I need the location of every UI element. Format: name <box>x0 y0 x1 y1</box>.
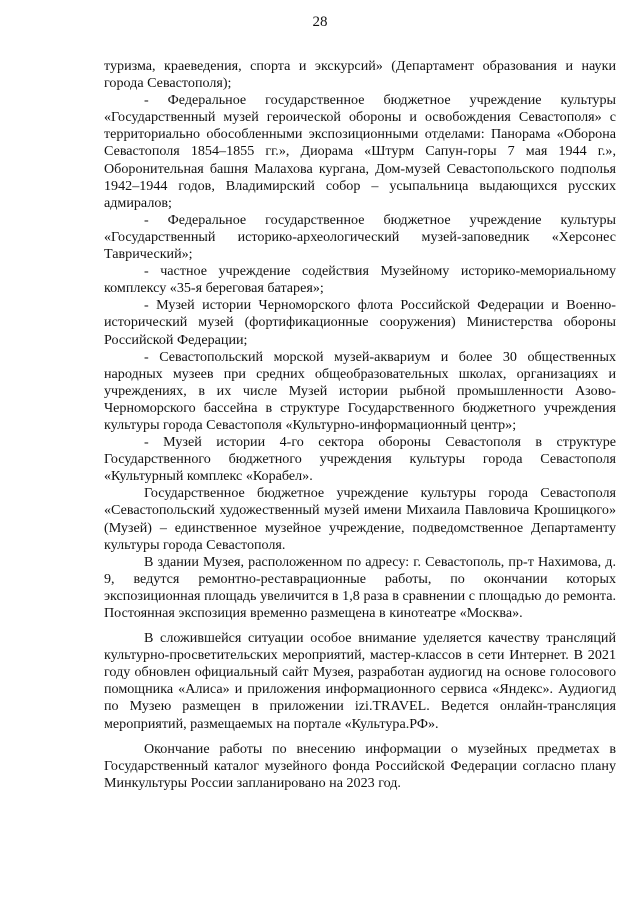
paragraph-art-museum: Государственное бюджетное учреждение культуры города Севастополя «Севастопольский художественный музей имени Михаила Павловича Крошицкого» (Музей) – единственное музейное учреждение, подведомственное Департаменту культуры города Севастополя. <box>104 485 616 553</box>
paragraph-online-broadcasts: В сложившейся ситуации особое внимание уделяется качеству трансляций культурно-просветительских мероприятий, мастер-классов в сети Интернет. В 2021 году обновлен официальный сайт Музея, разработан аудиогид на основе голосового помощника «Алиса» и приложения информационного сервиса «Яндекс». Аудиогид по Музею размещен в приложении izi.TRAVEL. Ведется онлайн-трансляция мероприятий, размещаемых на портале «Культура.РФ». <box>104 630 616 732</box>
paragraph-aquarium-public-museums: - Севастопольский морской музей-аквариум и более 30 общественных народных музеев при средних общеобразовательных школах, организациях и учреждениях, в их числе Музей истории рыбной промышленности Азово-Черноморского бассейна в структуре Государственного бюджетного учреждения культуры города Севастополя «Культурно-информационный центр»; <box>104 348 616 433</box>
paragraph-chersonesus: - Федеральное государственное бюджетное учреждение культуры «Государственный историко-археологический музей-заповедник «Херсонес Таврический»; <box>104 211 616 263</box>
paragraph-continuation: туризма, краеведения, спорта и экскурсий» (Департамент образования и науки города Севастополя); <box>104 58 616 92</box>
paragraph-4th-sector-museum: - Музей истории 4-го сектора обороны Севастополя в структуре Государственного бюджетного учреждения культуры города Севастополя «Культурный комплекс «Корабел». <box>104 434 616 485</box>
document-body <box>104 58 616 792</box>
paragraph-35th-battery: - частное учреждение содействия Музейному историко-мемориальному комплексу «35-я береговая батарея»; <box>104 263 616 297</box>
paragraph-museum-building: В здании Музея, расположенном по адресу: г. Севастополь, пр-т Нахимова, д. 9, ведутся ремонтно-реставрационные работы, по окончании которых экспозиционная площадь увеличится в 1,8 раза в сравнении с площадью до ремонта. Постоянная экспозиция временно размещена в кинотеатре «Москва». <box>104 553 616 621</box>
paragraph-museum-heroic-defense: - Федеральное государственное бюджетное учреждение культуры «Государственный музей героической обороны и освобождения Севастополя» с территориально обособленными экспозиционными отделами: Панорама «Оборона Севастополя 1854–1855 гг.», Диорама «Штурм Сапун-горы 7 мая 1944 г.», Оборонительная башня Малахова кургана, Дом-музей Севастопольского подполья 1942–1944 годов, Владимирский собор – усыпальница выдающихся русских адмиралов; <box>104 92 616 211</box>
page-number: 28 <box>312 14 328 30</box>
paragraph-black-sea-fleet-museum: - Музей истории Черноморского флота Российской Федерации и Военно-исторический музей (фортификационные сооружения) Министерства обороны Российской Федерации; <box>104 297 616 348</box>
paragraph-state-catalog: Окончание работы по внесению информации о музейных предметах в Государственный каталог музейного фонда Российской Федерации согласно плану Минкультуры России запланировано на 2023 год. <box>104 740 616 791</box>
